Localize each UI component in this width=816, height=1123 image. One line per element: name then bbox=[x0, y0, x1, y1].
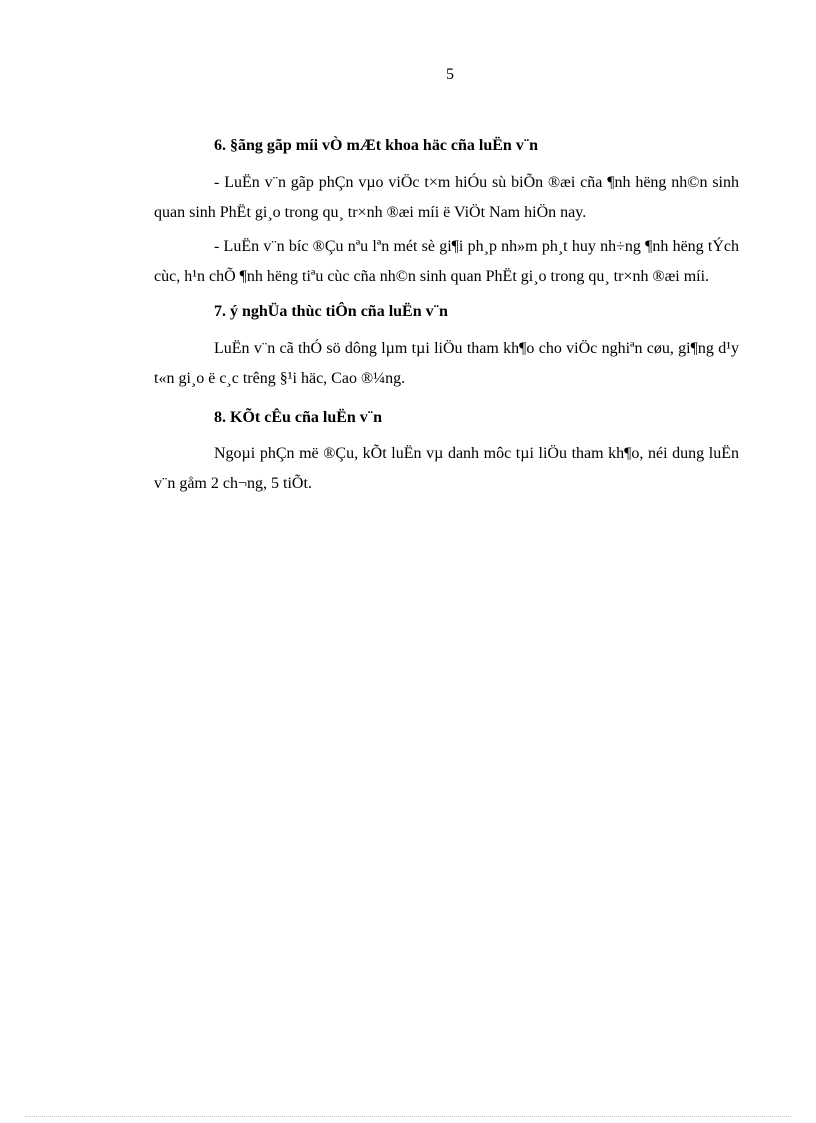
paragraph-contribution-2: - LuËn v¨n bíc ®Çu nªu lªn mét sè gi¶i ph¸p nh»m ph¸t huy nh÷ng ¶nh hëng tÝch cùc, h¹n chÕ ¶nh hëng tiªu cùc cña nh©n sinh quan PhËt gi¸o trong qu¸ tr×nh ®æi míi. bbox=[154, 238, 739, 285]
paragraph-practical-significance: LuËn v¨n cã thÓ sö dông lµm tµi liÖu tham kh¶o cho viÖc nghiªn cøu, gi¶ng d¹y t«n gi¸o ë c¸c trêng §¹i häc, Cao ®¼ng. bbox=[154, 340, 739, 387]
section-heading-structure: 8. KÕt cÊu cña luËn v¨n bbox=[214, 409, 383, 426]
page-bottom-divider bbox=[25, 1116, 791, 1117]
document-body bbox=[154, 136, 739, 499]
section-heading-contributions: 6. §ãng gãp míi vÒ mÆt khoa häc cña luËn v¨n bbox=[214, 137, 539, 154]
section-heading-practical-significance: 7. ý nghÜa thùc tiÔn cña luËn v¨n bbox=[214, 303, 448, 320]
paragraph-contribution-1: - LuËn v¨n gãp phÇn vµo viÖc t×m hiÓu sù biÕn ®æi cña ¶nh hëng nh©n sinh quan sinh PhËt gi¸o trong qu¸ tr×nh ®æi míi ë ViÖt Nam hiÖn nay. bbox=[154, 174, 739, 221]
paragraph-structure: Ngoµi phÇn më ®Çu, kÕt luËn vµ danh môc tµi liÖu tham kh¶o, néi dung luËn v¨n gåm 2 ch¬ng, 5 tiÕt. bbox=[154, 445, 739, 492]
page-number: 5 bbox=[446, 66, 454, 83]
